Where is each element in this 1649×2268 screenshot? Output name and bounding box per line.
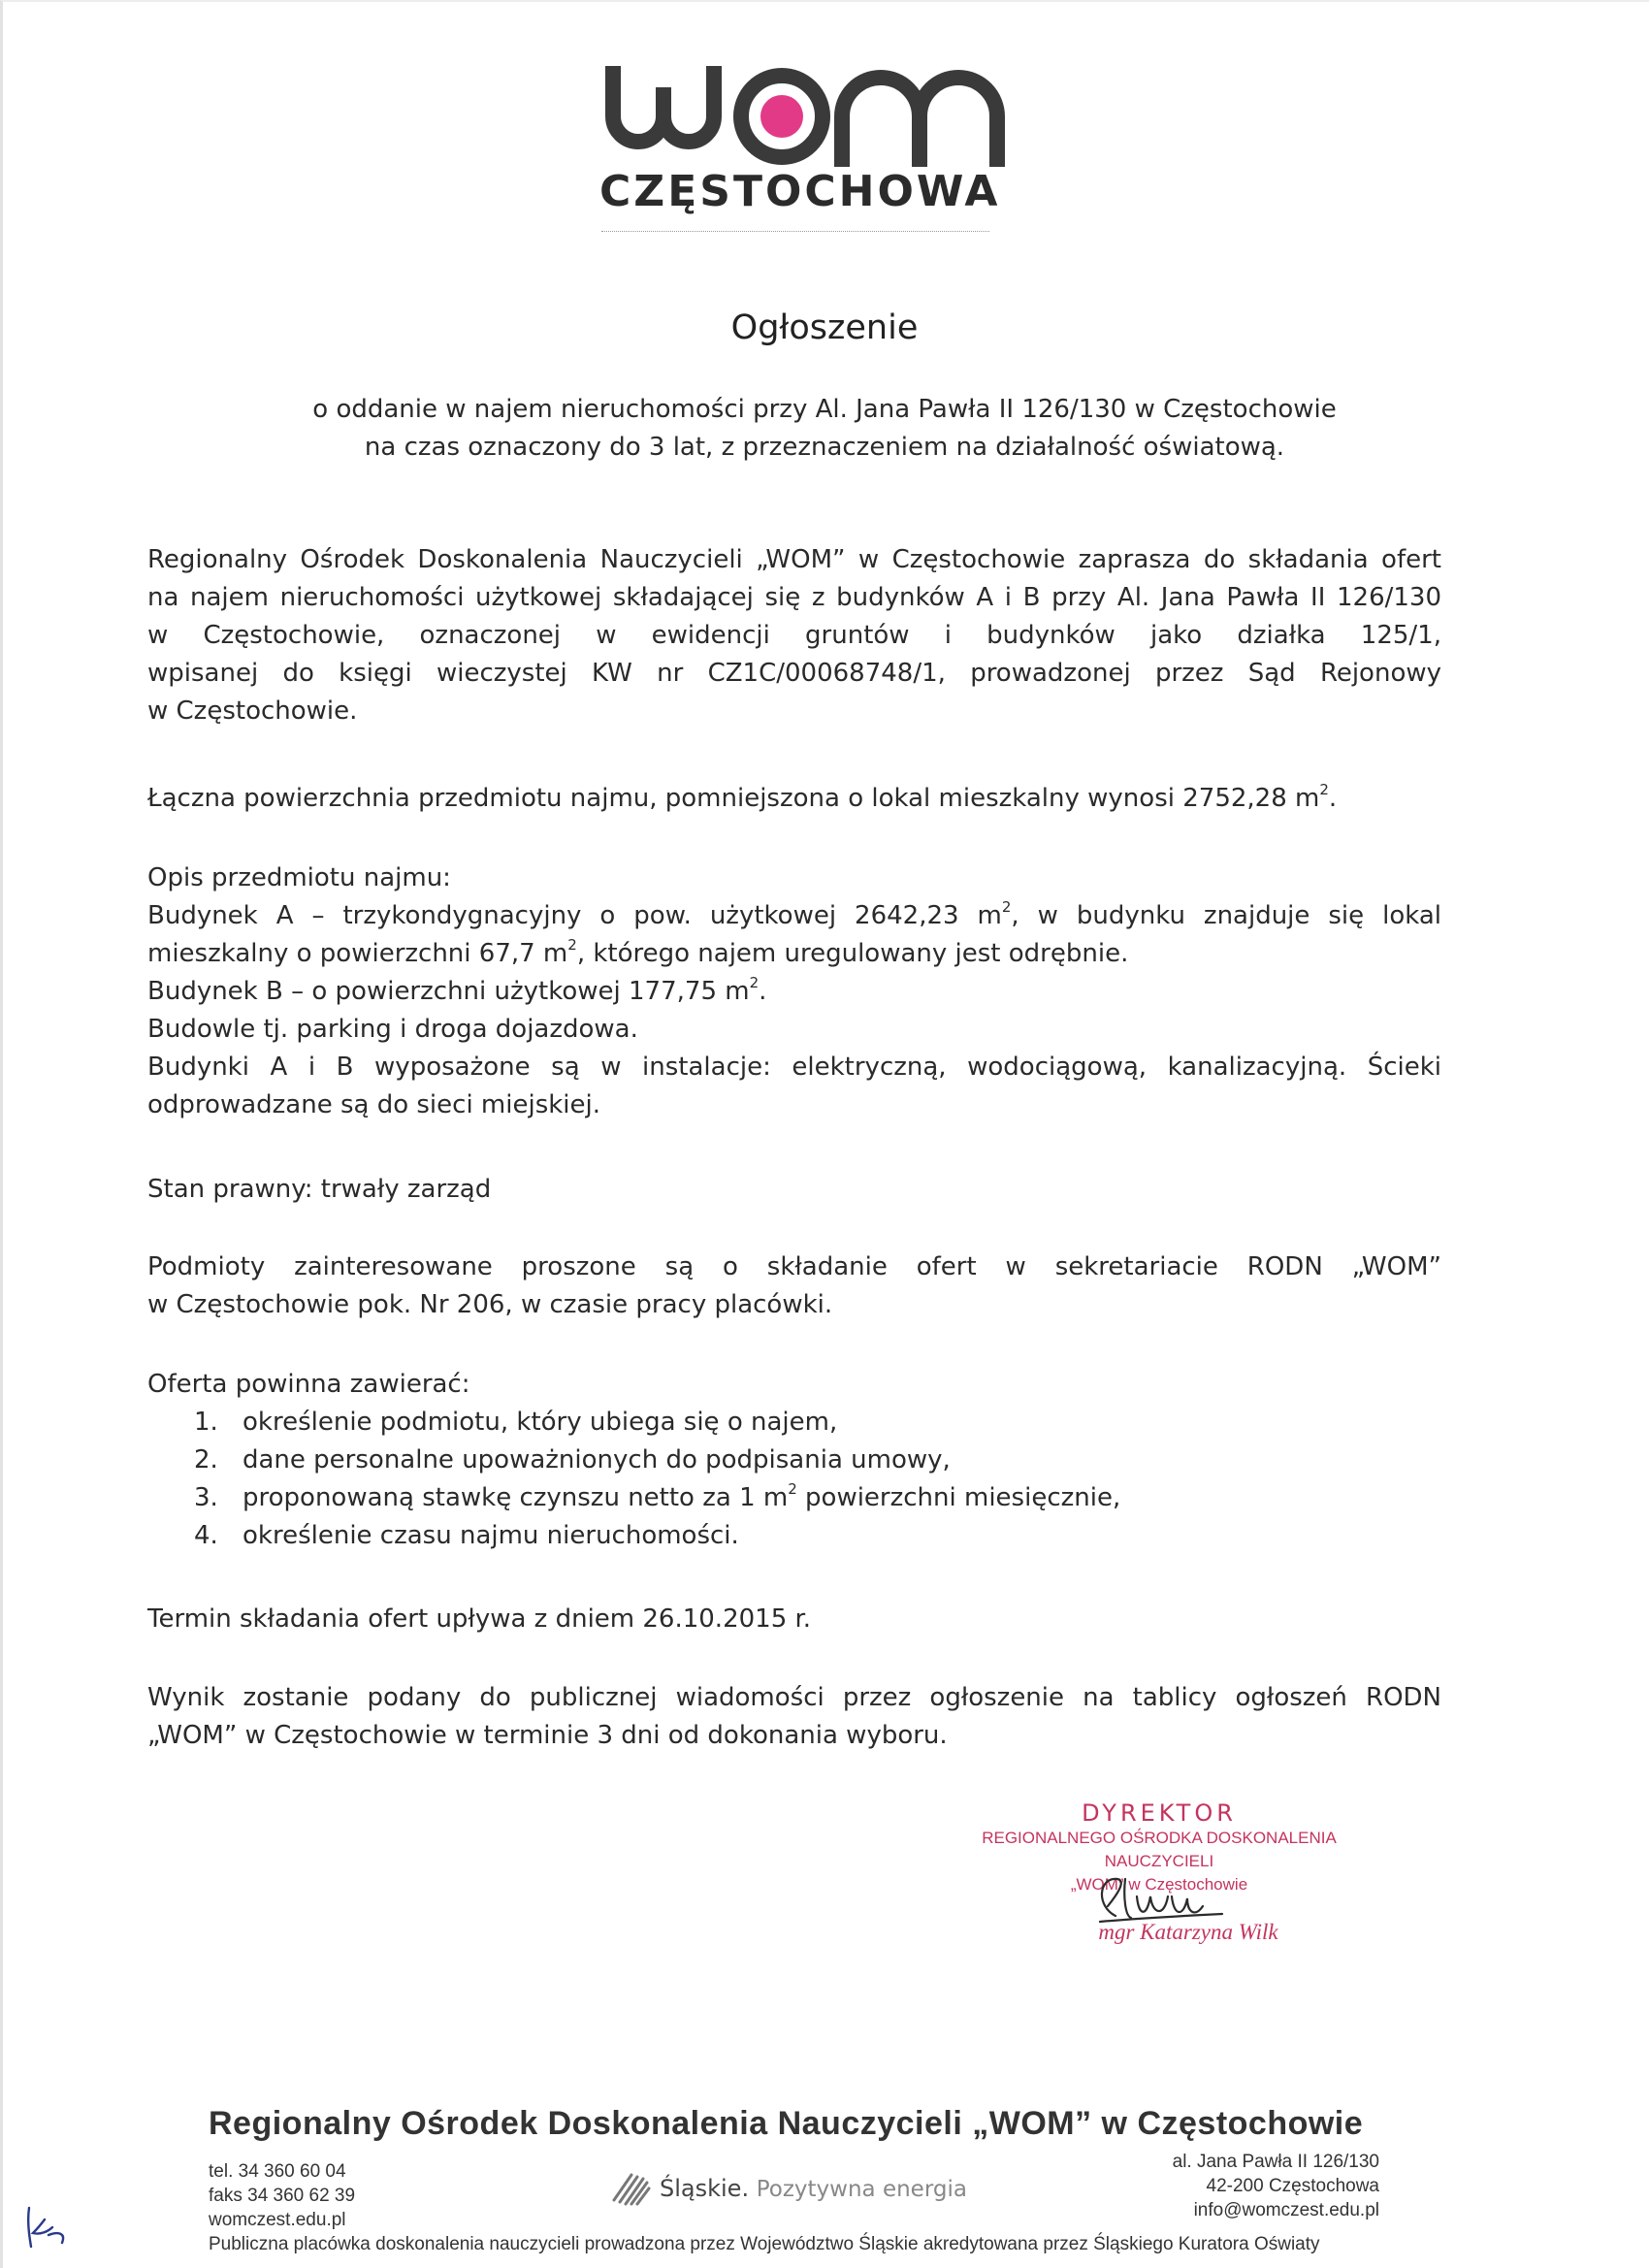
- intro-line: na najem nieruchomości użytkowej składającej się z budynków A i B przy Al. Jana Pawła II 126/130: [147, 583, 1441, 612]
- total-area: [147, 780, 1441, 818]
- superscript: 2: [567, 936, 577, 954]
- footer-note: Publiczna placówka doskonalenia nauczycieli prowadzona przez Województwo Śląskie akredytowana przez Śląskiego Kuratora Oświaty: [209, 2234, 1320, 2254]
- description-heading: Opis przedmiotu najmu:: [147, 863, 451, 892]
- submission: [147, 1248, 1441, 1324]
- slaskie-text: [660, 2175, 967, 2202]
- list-item: [147, 1479, 1441, 1517]
- footer-contact: [209, 2159, 355, 2232]
- footer-website: womczest.edu.pl: [209, 2210, 346, 2230]
- list-item: [147, 1442, 1441, 1479]
- stamp-institution: „WOM” w Częstochowie: [1070, 1875, 1248, 1894]
- superscript: 2: [1319, 781, 1329, 798]
- list-number: 2.: [194, 1445, 218, 1474]
- superscript: 2: [1001, 898, 1012, 916]
- building-a-text: Budynek A – trzykondygnacyjny o pow. użytkowej 2642,23 m: [147, 901, 1002, 930]
- intro-line: Regionalny Ośrodek Doskonalenia Nauczycieli „WOM” w Częstochowie zaprasza do składania ofert: [147, 545, 1441, 574]
- result-line: „WOM” w Częstochowie w terminie 3 dni od dokonania wyboru.: [147, 1721, 948, 1750]
- slaskie-brand: [606, 2161, 1014, 2219]
- footer-street: al. Jana Pawła II 126/130: [1172, 2152, 1379, 2172]
- installations-line: Budynki A i B wyposażone są w instalacje: elektryczną, wodociągową, kanalizacyjną. Ścieki: [147, 1053, 1441, 1082]
- superscript: 2: [749, 974, 760, 991]
- building-a-line: [147, 935, 1441, 973]
- footer-fax: faks 34 360 62 39: [209, 2186, 356, 2206]
- offer-requirements: [147, 1366, 1441, 1555]
- installations-line: odprowadzane są do sieci miejskiej.: [147, 1090, 601, 1119]
- building-b-text: Budynek B – o powierzchni użytkowej 177,75 m: [147, 977, 750, 1006]
- list-number: 3.: [194, 1483, 218, 1512]
- total-area-end: .: [1328, 784, 1338, 813]
- logo-divider: [601, 231, 989, 232]
- list-text: określenie podmiotu, który ubiega się o najem,: [242, 1408, 838, 1437]
- building-a-text-end: , w budynku znajduje się lokal: [1011, 901, 1442, 930]
- slaskie-brand-name: Śląskie.: [660, 2175, 750, 2202]
- subtitle-line: o oddanie w najem nieruchomości przy Al. Jana Pawła II 126/130 w Częstochowie: [312, 395, 1337, 424]
- structures-line: Budowle tj. parking i droga dojazdowa.: [147, 1015, 638, 1044]
- result-line: Wynik zostanie podany do publicznej wiadomości przez ogłoszenie na tablicy ogłoszeń RODN: [147, 1683, 1441, 1712]
- result-notice: [147, 1679, 1441, 1755]
- superscript: 2: [788, 1480, 797, 1498]
- building-b-text-end: .: [759, 977, 767, 1006]
- footer-phone: tel. 34 360 60 04: [209, 2161, 346, 2182]
- footer-organization: Regionalny Ośrodek Doskonalenia Nauczycieli „WOM” w Częstochowie: [209, 2105, 1364, 2142]
- total-area-text: Łączna powierzchnia przedmiotu najmu, pomniejszona o lokal mieszkalny wynosi 2752,28 m: [147, 784, 1320, 813]
- intro-paragraph: [147, 541, 1441, 730]
- list-item: [147, 1517, 1441, 1555]
- handwritten-initials: [23, 2202, 81, 2251]
- subtitle-line: na czas oznaczony do 3 lat, z przeznaczeniem na działalność oświatową.: [364, 433, 1285, 462]
- footer-postcode: 42-200 Częstochowa: [1206, 2176, 1379, 2196]
- intro-line: w Częstochowie.: [147, 697, 358, 726]
- building-b-line: [147, 973, 1441, 1011]
- slaskie-logo-icon: [606, 2161, 655, 2210]
- stamp-name: mgr Katarzyna Wilk: [1098, 1920, 1278, 1944]
- list-number: 1.: [194, 1408, 218, 1437]
- submission-line: Podmioty zainteresowane proszone są o składanie ofert w sekretariacie RODN „WOM”: [147, 1252, 1441, 1281]
- logo-city: CZĘSTOCHOWA: [599, 167, 1001, 216]
- footer-address: [1173, 2150, 1379, 2222]
- subtitle: [233, 391, 1416, 467]
- list-text: dane personalne upoważnionych do podpisania umowy,: [242, 1445, 951, 1474]
- slaskie-slogan: Pozytywna energia: [756, 2177, 967, 2202]
- deadline: Termin składania ofert upływa z dniem 26.10.2015 r.: [147, 1604, 812, 1634]
- building-a-text: mieszkalny o powierzchni 67,7 m: [147, 939, 568, 968]
- intro-line: wpisanej do księgi wieczystej KW nr CZ1C/00068748/1, prowadzonej przez Sąd Rejonowy: [147, 659, 1441, 688]
- stamp-title: DYREKTOR: [1082, 1799, 1237, 1827]
- footer-email: info@womczest.edu.pl: [1193, 2200, 1379, 2220]
- legal-status: Stan prawny: trwały zarząd: [147, 1175, 492, 1204]
- stamp-institution: REGIONALNEGO OŚRODKA DOSKONALENIA NAUCZYCIELI: [982, 1829, 1337, 1870]
- offer-heading: Oferta powinna zawierać:: [147, 1370, 470, 1399]
- description: [147, 859, 1441, 1124]
- intro-line: w Częstochowie, oznaczonej w ewidencji gruntów i budynków jako działka 125/1,: [147, 621, 1441, 650]
- handwritten-signature: [1086, 1867, 1232, 1935]
- building-a-line: [147, 897, 1441, 935]
- page-title: Ogłoszenie: [730, 308, 919, 347]
- submission-line: w Częstochowie pok. Nr 206, w czasie pracy placówki.: [147, 1290, 833, 1319]
- list-text: określenie czasu najmu nieruchomości.: [242, 1521, 739, 1550]
- list-text: proponowaną stawkę czynszu netto za 1 m: [242, 1483, 789, 1512]
- list-text-end: powierzchni miesięcznie,: [796, 1483, 1121, 1512]
- list-number: 4.: [194, 1521, 218, 1550]
- building-a-text-end: , którego najem uregulowany jest odrębnie.: [576, 939, 1129, 968]
- offer-list: [147, 1404, 1441, 1555]
- list-item: [147, 1404, 1441, 1442]
